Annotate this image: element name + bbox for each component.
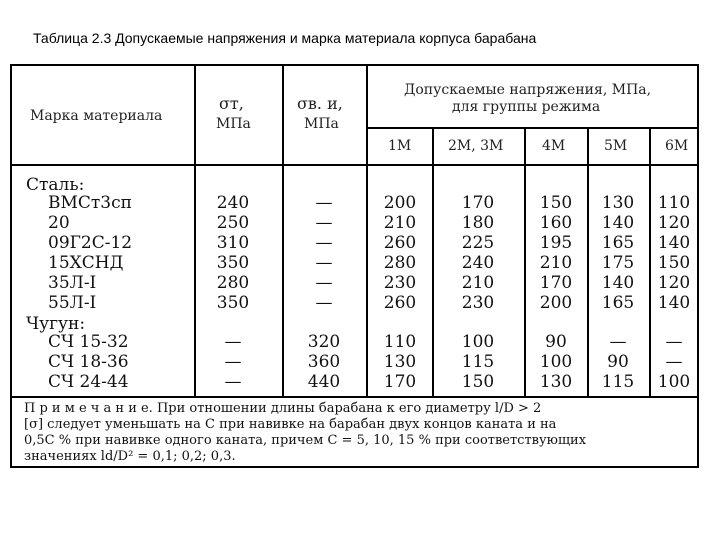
group-1m-value: 280 [383, 253, 417, 273]
divider [432, 127, 434, 396]
header-sigma-t: σт, [219, 94, 244, 113]
group-6m-value: 120 [657, 213, 691, 233]
material-name: 20 [48, 213, 70, 233]
group-1m-value: 230 [383, 273, 417, 293]
group-5m-value: 90 [607, 352, 629, 372]
group-1m-value: 110 [383, 332, 417, 352]
header-mode-group: для группы режима [452, 99, 601, 115]
sigma-vi-value: — [315, 193, 333, 213]
header-material: Марка материала [30, 108, 163, 124]
material-name: 15ХСНД [48, 253, 124, 273]
group-5m-value: 140 [601, 273, 635, 293]
group-5m-value: 175 [601, 253, 635, 273]
material-name: 09Г2С-12 [48, 233, 133, 253]
group-2m3m-value: 170 [461, 193, 495, 213]
header-group-6m: 6М [665, 138, 689, 154]
group-2m3m-value: 210 [461, 273, 495, 293]
header-group-1m: 1М [388, 138, 412, 154]
group-2m3m-value: 115 [461, 352, 495, 372]
group-2m3m-value: 150 [461, 372, 495, 392]
group-1m-value: 200 [383, 193, 417, 213]
group-5m-value: — [609, 332, 627, 352]
header-sigma-vi-unit: МПа [304, 116, 339, 132]
header-sigma-vi: σв. и, [297, 94, 343, 113]
divider [194, 66, 196, 396]
material-name: 55Л-I [48, 293, 97, 313]
group-5m-value: 165 [601, 293, 635, 313]
divider [587, 127, 589, 396]
sigma-vi-value: — [315, 253, 333, 273]
group-6m-value: 140 [657, 293, 691, 313]
material-name: 35Л-I [48, 273, 97, 293]
group-label-iron: Чугун: [26, 314, 86, 334]
stress-table [10, 64, 699, 468]
sigma-t-value: 350 [216, 253, 250, 273]
header-group-2m3m: 2М, 3М [448, 138, 504, 154]
group-6m-value: — [665, 332, 683, 352]
group-6m-value: 150 [657, 253, 691, 273]
header-group-5m: 5М [604, 138, 628, 154]
header-sigma-t-unit: МПа [216, 116, 251, 132]
divider [649, 127, 651, 396]
group-2m3m-value: 180 [461, 213, 495, 233]
sigma-vi-value: — [315, 293, 333, 313]
group-2m3m-value: 230 [461, 293, 495, 313]
divider [524, 127, 526, 396]
sigma-t-value: — [224, 372, 242, 392]
group-4m-value: 160 [539, 213, 573, 233]
group-6m-value: 100 [657, 372, 691, 392]
sigma-vi-value: — [315, 213, 333, 233]
group-6m-value: 120 [657, 273, 691, 293]
header-group-4m: 4М [542, 138, 566, 154]
group-2m3m-value: 225 [461, 233, 495, 253]
note-line: [σ] следует уменьшать на C при навивке на барабан двух концов каната и на [24, 417, 557, 432]
group-5m-value: 115 [601, 372, 635, 392]
group-1m-value: 130 [383, 352, 417, 372]
group-4m-value: 200 [539, 293, 573, 313]
sigma-vi-value: 360 [307, 352, 341, 372]
group-1m-value: 210 [383, 213, 417, 233]
group-5m-value: 140 [601, 213, 635, 233]
sigma-vi-value: — [315, 273, 333, 293]
sigma-vi-value: 440 [307, 372, 341, 392]
group-4m-value: 195 [539, 233, 573, 253]
group-5m-value: 130 [601, 193, 635, 213]
sigma-t-value: 250 [216, 213, 250, 233]
group-4m-value: 100 [539, 352, 573, 372]
group-4m-value: 90 [545, 332, 567, 352]
divider [282, 66, 284, 396]
group-4m-value: 130 [539, 372, 573, 392]
table-caption: Таблица 2.3 Допускаемые напряжения и марка материала корпуса барабана [33, 30, 537, 46]
group-6m-value: 140 [657, 233, 691, 253]
group-6m-value: — [665, 352, 683, 372]
sigma-t-value: — [224, 352, 242, 372]
material-name: СЧ 24-44 [48, 372, 129, 392]
divider [366, 66, 368, 396]
sigma-t-value: — [224, 332, 242, 352]
note-line: П р и м е ч а н и е. При отношении длины барабана к его диаметру l/D > 2 [24, 401, 542, 416]
note-line: значениях ld/D² = 0,1; 0,2; 0,3. [24, 449, 236, 464]
material-name: ВМСт3сп [48, 193, 132, 213]
sigma-t-value: 280 [216, 273, 250, 293]
sigma-vi-value: — [315, 233, 333, 253]
note-line: 0,5C % при навивке одного каната, причем C = 5, 10, 15 % при соответствующих [24, 433, 587, 448]
group-4m-value: 150 [539, 193, 573, 213]
sigma-vi-value: 320 [307, 332, 341, 352]
group-5m-value: 165 [601, 233, 635, 253]
divider [12, 396, 697, 398]
sigma-t-value: 240 [216, 193, 250, 213]
divider [12, 164, 697, 166]
group-2m3m-value: 100 [461, 332, 495, 352]
group-4m-value: 170 [539, 273, 573, 293]
group-1m-value: 260 [383, 233, 417, 253]
group-4m-value: 210 [539, 253, 573, 273]
material-name: СЧ 15-32 [48, 332, 129, 352]
group-1m-value: 170 [383, 372, 417, 392]
group-1m-value: 260 [383, 293, 417, 313]
sigma-t-value: 310 [216, 233, 250, 253]
group-2m3m-value: 240 [461, 253, 495, 273]
sigma-t-value: 350 [216, 293, 250, 313]
material-name: СЧ 18-36 [48, 352, 129, 372]
header-allowed-stress: Допускаемые напряжения, МПа, [404, 82, 652, 98]
group-label-steel: Сталь: [26, 175, 85, 195]
group-6m-value: 110 [657, 193, 691, 213]
